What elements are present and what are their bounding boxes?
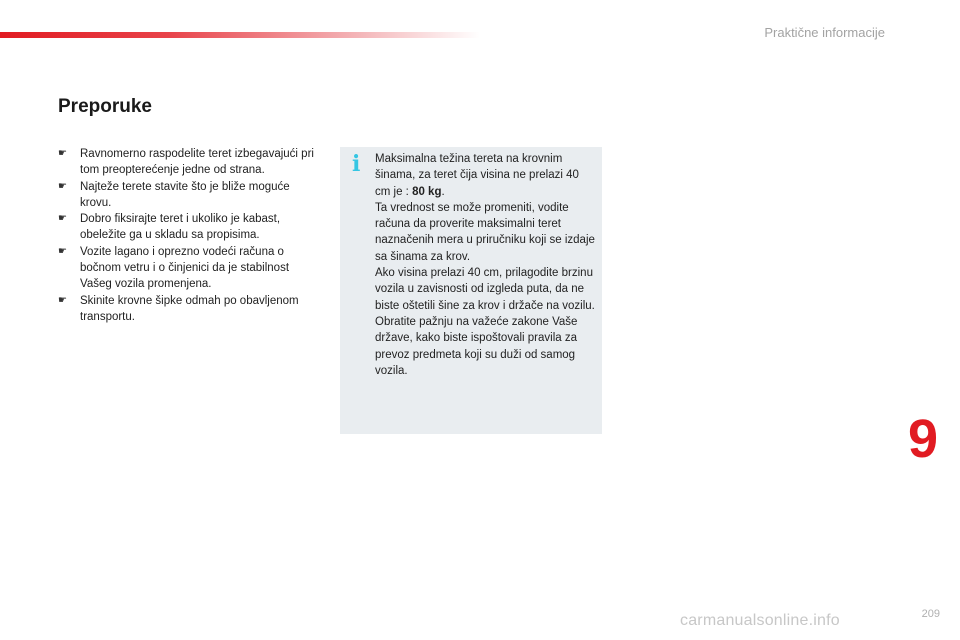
page-number: 209 — [921, 608, 940, 620]
info-text-intro: Maksimalna težina tereta na krovnim šinama, za teret čija visina ne prelazi 40 cm je : — [375, 153, 579, 198]
info-text — [375, 151, 597, 379]
pointing-hand-icon: ☛ — [58, 245, 67, 257]
list-item — [58, 244, 320, 293]
header-title: Praktične informacije — [764, 25, 885, 40]
info-paragraph: Ako visina prelazi 40 cm, prilagodite brzinu vozila u zavisnosti od izgleda puta, da ne biste oštetili šine za krov i držače na vozilu. — [375, 267, 595, 312]
list-item — [58, 146, 320, 179]
info-paragraph: Ta vrednost se može promeniti, vodite računa da proverite maksimalni teret naznačenih mera u priručniku koji se izdaje sa šinama za krov. — [375, 201, 595, 263]
info-paragraph: Obratite pažnju na važeće zakone Vaše države, kako biste ispoštovali pravila za prevoz predmeta koji su duži od samog vozila. — [375, 315, 578, 377]
section-title: Preporuke — [58, 96, 152, 117]
pointing-hand-icon: ☛ — [58, 148, 67, 159]
list-item-text: Vozite lagano i oprezno vodeći računa o bočnom vetru i o činjenici da je stabilnost Vašeg vozila promenjena. — [80, 245, 290, 291]
list-item — [58, 179, 320, 212]
pointing-hand-icon: ☛ — [58, 294, 67, 306]
recommendations-list — [58, 146, 320, 325]
info-icon: i — [352, 151, 361, 177]
chapter-number: 9 — [907, 409, 938, 469]
list-item — [58, 211, 320, 244]
max-load-value: 80 kg — [412, 185, 442, 198]
info-text-intro-end: . — [441, 185, 445, 198]
info-box — [340, 147, 602, 434]
watermark: carmanualsonline.info — [680, 612, 840, 629]
list-item — [58, 293, 320, 326]
list-item-text: Ravnomerno raspodelite teret izbegavajući pri tom preopterećenje jedne od strana. — [80, 148, 314, 177]
header-accent-bar — [0, 32, 480, 38]
pointing-hand-icon: ☛ — [58, 180, 67, 192]
pointing-hand-icon: ☛ — [58, 213, 67, 225]
list-item-text: Najteže terete stavite što je bliže moguće krovu. — [80, 180, 290, 209]
list-item-text: Skinite krovne šipke odmah po obavljenom transportu. — [80, 294, 299, 323]
list-item-text: Dobro fiksirajte teret i ukoliko je kabast, obeležite ga u skladu sa propisima. — [80, 213, 281, 242]
